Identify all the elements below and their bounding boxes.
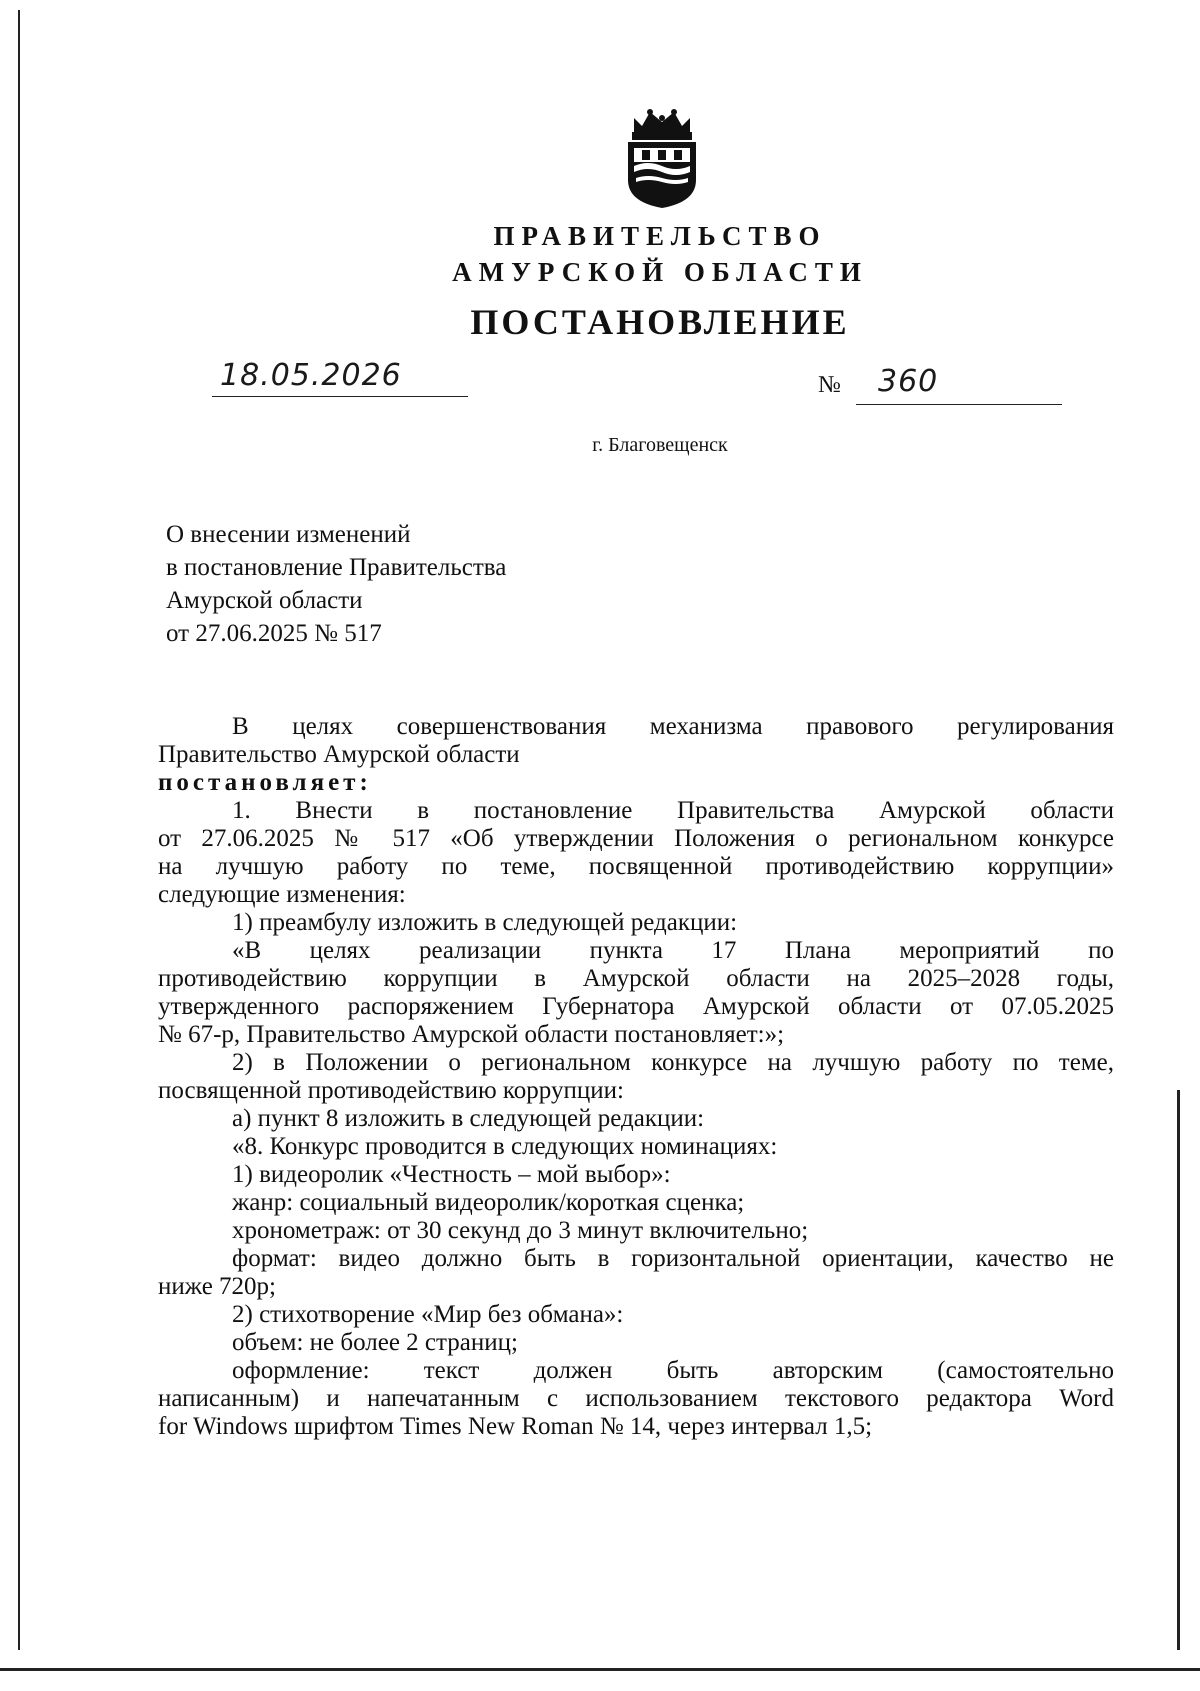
subject-line: О внесении изменений	[166, 521, 411, 548]
nomination1-format-line: формат: видео должно быть в горизонтальной ориентации, качество не	[232, 1245, 1114, 1272]
handwritten-date: 18.05.2026	[220, 358, 402, 393]
preamble-line: № 67-р, Правительство Амурской области постановляет:»;	[158, 1021, 785, 1048]
number-field	[856, 364, 1062, 405]
nomination2-title: 2) стихотворение «Мир без обмана»:	[232, 1301, 624, 1328]
nomination2-design-line: for Windows шрифтом Times New Roman № 14, через интервал 1,5;	[158, 1413, 873, 1440]
preamble-line: «В целях реализации пункта 17 Плана мероприятий по	[232, 937, 1114, 964]
nomination1-format-line: ниже 720р;	[158, 1273, 276, 1300]
nomination2-design-line: написанным) и напечатанным с использованием текстового редактора Word	[158, 1385, 1114, 1412]
city-name: г. Благовещенск	[592, 434, 728, 456]
number-label: №	[818, 372, 841, 398]
scan-edge-right	[1177, 1090, 1180, 1650]
subject-line: Амурской области	[166, 587, 363, 614]
preamble-line: противодействию коррупции в Амурской области на 2025–2028 годы,	[158, 965, 1114, 992]
subitem-preamble: 1) преамбулу изложить в следующей редакции:	[232, 909, 738, 936]
nomination1-duration: хронометраж: от 30 секунд до 3 минут включительно;	[232, 1217, 809, 1244]
government-name-line1: ПРАВИТЕЛЬСТВО	[493, 221, 827, 251]
nomination1-title: 1) видеоролик «Честность – мой выбор»:	[232, 1161, 671, 1188]
subitem2-line: посвященной противодействию коррупции:	[158, 1077, 624, 1104]
item1-line: следующие изменения:	[158, 881, 406, 908]
subject-line: в постановление Правительства	[166, 554, 507, 581]
scan-edge-bottom	[0, 1668, 1200, 1671]
document-type-title: ПОСТАНОВЛЕНИЕ	[470, 302, 850, 342]
item1-line: от 27.06.2025 № 517 «Об утверждении Положения о региональном конкурсе	[158, 825, 1114, 852]
subitem2a: а) пункт 8 изложить в следующей редакции:	[232, 1105, 705, 1132]
handwritten-number: 360	[878, 364, 939, 399]
date-field	[212, 358, 468, 397]
government-name-line2: АМУРСКОЙ ОБЛАСТИ	[452, 257, 868, 287]
preamble-line: утвержденного распоряжением Губернатора Амурской области от 07.05.2025	[158, 993, 1114, 1020]
subitem2-line: 2) в Положении о региональном конкурсе на лучшую работу по теме,	[232, 1049, 1114, 1076]
intro-line: Правительство Амурской области	[158, 741, 520, 768]
document-header	[0, 218, 1200, 348]
nomination2-design-line: оформление: текст должен быть авторским (самостоятельно	[232, 1357, 1114, 1384]
resolves-keyword: постановляет:	[158, 769, 372, 796]
item1-line: на лучшую работу по теме, посвященной противодействию коррупции»	[158, 853, 1114, 880]
intro-line: В целях совершенствования механизма правового регулирования	[232, 713, 1114, 740]
nomination1-genre: жанр: социальный видеоролик/короткая сценка;	[232, 1189, 745, 1216]
document-subject	[166, 518, 666, 650]
item1-line: 1. Внести в постановление Правительства Амурской области	[232, 797, 1114, 824]
subject-line: от 27.06.2025 № 517	[166, 620, 382, 647]
document-body	[158, 713, 1114, 1441]
nomination2-volume: объем: не более 2 страниц;	[232, 1329, 518, 1356]
point8-title: «8. Конкурс проводится в следующих номинациях:	[232, 1133, 778, 1160]
coat-of-arms-emblem	[620, 108, 704, 210]
